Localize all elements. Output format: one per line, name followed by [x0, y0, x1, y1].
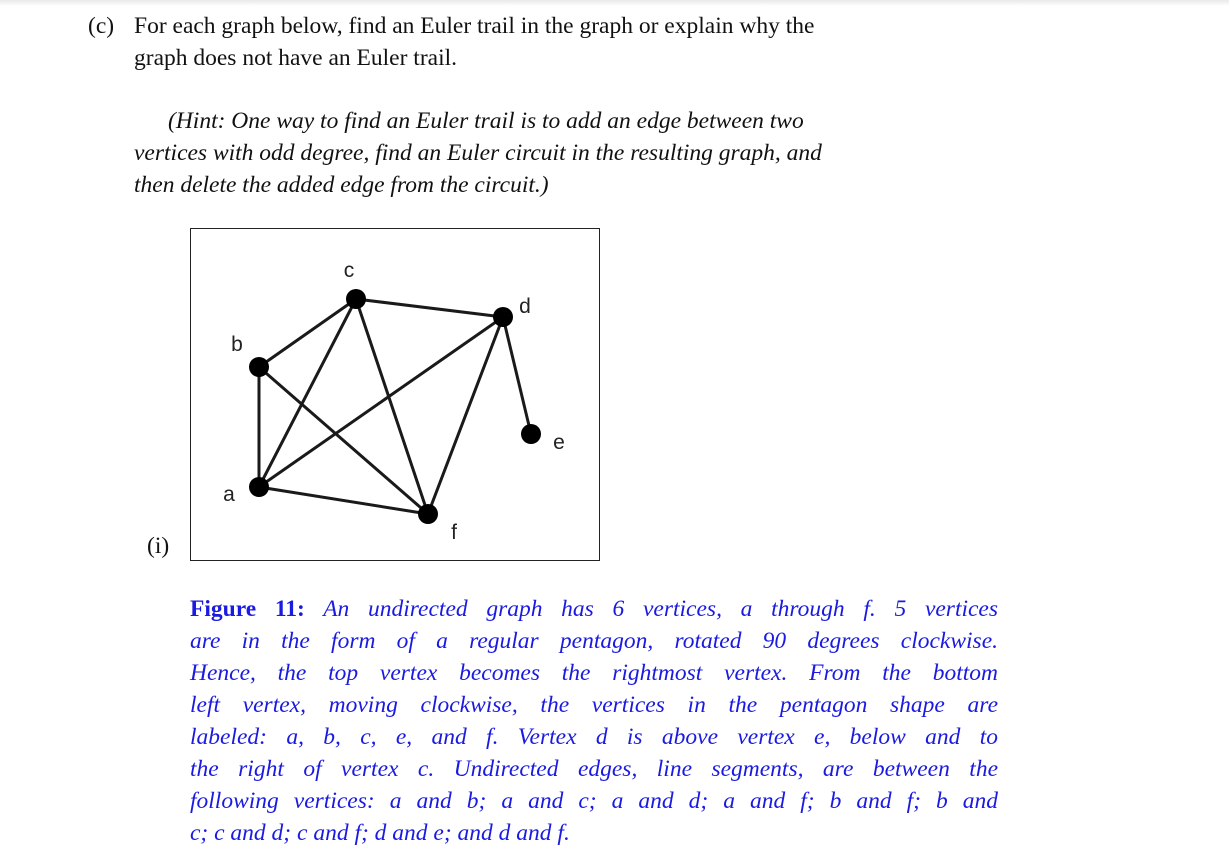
hint-line: vertices with odd degree, find an Euler circuit in the resulting graph, and — [134, 140, 822, 166]
top-shadow — [0, 0, 1229, 6]
graph-diagram — [191, 229, 599, 560]
vertex-e — [521, 424, 541, 444]
edge-a-c — [259, 299, 356, 487]
vertex-label-f: f — [451, 521, 457, 544]
figure-label: Figure 11: — [190, 596, 305, 622]
question-text — [134, 10, 998, 74]
caption-line: the right of vertex c. Undirected edges, line segments, are between the — [190, 756, 998, 782]
caption-line: following vertices: a and b; a and c; a and d; a and f; b and f; b and — [190, 788, 998, 814]
caption-line: Hence, the top vertex becomes the rightmost vertex. From the bottom — [190, 660, 998, 686]
vertex-f — [418, 504, 438, 524]
vertex-label-b: b — [231, 333, 243, 356]
edge-d-e — [503, 317, 531, 434]
vertex-d — [493, 307, 513, 327]
subpart-label: (i) — [147, 533, 170, 559]
vertex-b — [249, 357, 269, 377]
figure-caption — [190, 593, 998, 849]
vertex-a — [249, 477, 269, 497]
caption-line-text: An undirected graph has 6 vertices, a through f. 5 vertices — [323, 596, 999, 622]
caption-line: c; c and d; c and f; d and e; and d and f. — [190, 820, 570, 846]
vertex-label-c: c — [343, 259, 355, 282]
vertex-c — [346, 289, 366, 309]
question-label: (c) — [88, 13, 115, 39]
edge-c-d — [356, 299, 503, 317]
edge-b-c — [259, 299, 356, 367]
hint-text — [134, 105, 998, 201]
caption-line: are in the form of a regular pentagon, rotated 90 degrees clockwise. — [190, 628, 998, 654]
vertex-label-a: a — [223, 483, 235, 506]
caption-line: labeled: a, b, c, e, and f. Vertex d is above vertex e, below and to — [190, 724, 998, 750]
edge-d-f — [428, 317, 503, 514]
caption-line: left vertex, moving clockwise, the vertices in the pentagon shape are — [190, 692, 998, 718]
graph-figure — [190, 228, 600, 561]
caption-line — [190, 593, 998, 625]
hint-line: (Hint: One way to find an Euler trail is to add an edge between two — [168, 108, 804, 134]
vertex-label-d: d — [519, 295, 531, 318]
question-line: graph does not have an Euler trail. — [134, 45, 458, 71]
question-line: For each graph below, find an Euler trail in the graph or explain why the — [134, 13, 815, 39]
vertex-label-e: e — [553, 431, 565, 454]
hint-line: then delete the added edge from the circuit.) — [134, 172, 549, 198]
